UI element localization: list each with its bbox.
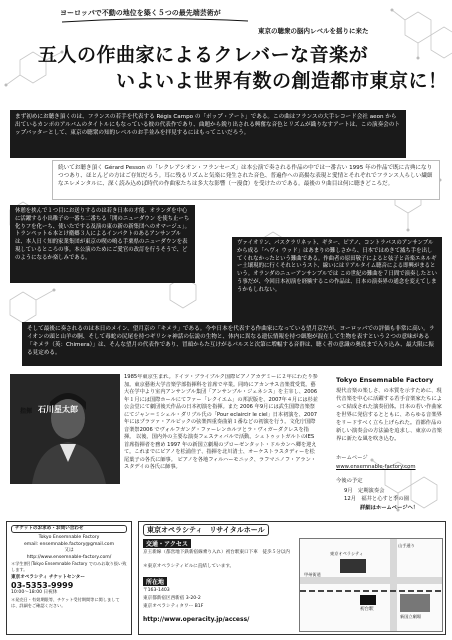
program-box-harada [232,237,442,325]
venue-map [299,538,443,632]
tickets-phone: 03-5353-9999 [11,581,74,591]
tickets-panel [6,521,132,635]
tickets-office-label: 東京オペラシティ チケットセンター [11,574,85,580]
access-text: 京王新線（都営地下鉄新宿線乗り入れ）初台駅東口下車 徒歩５分以内 [143,550,291,555]
headline-line-2: いよいよ世界有数の創造都市東京に！ [116,70,448,92]
tef-schedule-label: 今後の予定 [336,478,363,484]
tagline-swoosh [60,17,250,25]
conductor-photo [10,374,120,484]
venue-url[interactable]: http://www.operacity.jp/access/ [143,616,250,623]
tef-schedule-more: 詳細はホームページへ！ [360,505,419,511]
map-label-theatre: 新国立劇場 [400,614,421,619]
address-postal: 〒163-1403 [143,588,170,593]
address-line-1: 東京都新宿区西新宿 3-20-2 [143,596,201,601]
map-label-road: 甲州街道 [304,572,321,577]
tickets-url[interactable]: http://www.ensemnable-factory.com/ [26,554,112,560]
program-box-mochizuki [22,322,442,366]
map-label-yamate: 山手通り [398,543,415,548]
tef-homepage-link[interactable]: www.ensemnable-factory.com [336,464,416,470]
program-box-pesson [52,160,440,200]
tef-schedule-1: 9月 定期演奏会 [344,488,385,494]
tef-title: Tokyo Ensemnable Factory [336,376,434,384]
tagline-left: ヨーロッパで不動の地位を築く５つの最先端芸術が [60,9,221,17]
program-text-mochizuki: そして最後に奏されるのは本日のメイン、望月京の「キメラ」である。今や日本を代表する作曲家になっている望月京だが、ヨーロッパでの評価も非常に高い。ライオンの頭と山羊の胴、そして毒蛇の尻尾を持つギリシャ神話の伝説の生物と、体内に異なる遺伝情報を持つ細胞が混在して生物を表すという２つの意味がある「キメラ（英：Chimera）」は、そんな望月の代表作であり、冒頭からた互けがるパルスと次第に増幅する音群は、聴く者の意識の奥底まで入り込み、最大限に振る見定める。 [27,326,435,357]
program-text-harada: ヴァイオリン、パスクラリネット、ギター、ピアノ、コントラバスのアンサンブルから成る「ヘヴィ ウッド」はあまりの難しさから、日本ではめきて滅ち手を出してくれなかったという難曲である。作曲者の原田敬子によると弦子と音楽エネルギー土壌現的に行くそれというスト、線いにはリアルタイム聴音による即興がまるという。オランダのニューアンサンブルでは この世紀の難曲を７日間で演奏したという事だが、今回日本初演を経験するこの作品は、日本の演奏界の通念を変えてしまうかもしれない。 [237,240,437,293]
map-label-station: 初台駅 [360,607,374,612]
venue-name: 東京オペラシティ リサイタルホール [143,524,269,536]
address-label: 所在地 [143,577,167,586]
conductor-role: 指揮 [20,408,33,415]
venue-panel [138,521,446,635]
tef-schedule-2: 12月 福井と心すと季の園 [344,496,410,502]
program-text-pesson: 続いてお聴き頂く Gérard Pesson の「レクレアシオン・フランセーズ」は本公演で奏される作品の中では一番古い 1995 年の作品で既に古典になりつつあり、ほとんどの方はご存知だろう。耳に残るリズムと気楽に発生された音色、普遍作への高揚な表現と愛情とそれぞれでフランス人らしい繊細なエレメンタルに、深く読み込めば時代の作曲家たちは多大な影響（一漫食）を受けたのである。最後の９曲目は何に聴きどころだ。 [58,165,433,188]
tickets-or: 又は [64,548,74,554]
tickets-email[interactable]: email: ensemnable.factory@gmail.com [23,541,115,547]
tef-homepage-label: ホームページ [336,455,368,461]
conductor-portrait-image [10,374,120,484]
program-box-campo [10,110,406,158]
address-line-2: 東京オペラシティタワー B1F [143,604,204,609]
conductor-name-overlay: 石川星太郎 [38,405,78,414]
access-note: ＊東京オペラシティビルに直結しています。 [143,564,235,569]
map-label-operacity: 東京オペラシティ [330,551,364,556]
tickets-title: チケットのお求め・お問い合わせ [11,525,127,533]
headline-line-1: 五人の作曲家によるクレバーな音楽が [38,44,369,66]
program-box-koide [10,205,195,283]
tickets-hours: 10:00〜18:00 日祝休 [11,590,58,596]
program-text-koide: 休憩を挟んで１つ目にお送りするのは若き日本の才能、オランダを中心に活躍する小出稚子の一番ち二番ちる「開のニューダウン を使ち止ーち化りフを化ーち、使いたでする及演の東の新の新集団へのオマージュ」。トランペット６本とけ衛郷３人によるインパクトのあるアンサンブルは、本人日く知的家業集団が東京の喫の鳴る手栗県のニューダウンを表現しているところの事。本公演のためにご愛官の改訂を行うそうで、どのようになるか楽しみである。 [15,208,190,261]
program-text-campo: まず初めにお聴き頂くのは、フランスの若手を代表する Régis Campo の「ポップ・アート」である。この曲はフランスの大手レコード会社 aeon から出ているカンポのアルバムのタイトルにもなっている彼の代表作であり、曲題から鋭り出される興奮な音色とリズムが織りなすアートは、この演奏会のトップバッターとして、東京の聴衆の知的レベルのお手並みを拝見するにはもってこいだろう。 [15,114,400,137]
tagline-right: 東京の聴衆の脳内レベルを揺りに来た [258,27,369,35]
tickets-org: Tokyo Ensemnable Factory [38,535,100,541]
conductor-bio: 1985年東京生まれ。ドイツ・ブライブルク国際ピアノアカデミーに２年にわたり参加。東京藝術大学音楽学部指揮科を首席で卒業。同時にアカンサス音楽賞受賞。藝大在学中より室内アンサンブル集団「アンサンブル・ジェネシス」を主宰し、2006 年１月には国際ホールにてファー「レクイエム」の邦訳版を、2007年４月には杉並公会堂にて劇団後天作品の日本初演を指揮。また 2006 年9月には武生国際音楽祭にてジャン＝ミシェル・ダリブル氏の「Pour eclaircir le ciel」日本初演を、2007年にはプラツァ・アルビックの弦楽四重奏曲第１番などの初演を行う。文化庁国際音楽祭2006 でヴォルフガング・ファーレンホルツとラ・ヴィガーダクレスを指揮。 以後、国内外の主要な演奏フェスティバルで活動。シュトゥットガルトのIES首席指揮者を務め 1997 年の新国立劇場のプローゼンタット・ドルカンヘ卿を迎えて。これまでにピアノを松浦佳子、指揮を北川清士、オーケストラスタディーを松尾葉子の各氏に師事。 ピアノを各地フィルハーモニック、ラフマニノフ・アラン・スタデイの各氏に師事。 [124,374,318,471]
tickets-note2: ＊発売日・有効期限等、チケット受付期間等に関しましては、詳細をご確認ください。 [11,596,120,608]
tickets-note: ＊学生割引Tokyo Ensemnable Factory でのみお取り扱い致します。 [11,561,127,572]
access-label: 交通・アクセス [143,539,191,548]
tef-description: 現代音楽の楽しさ、の本質を示すために、現代音楽を中心に活躍する若手音楽家たちによって結成された演奏団体。日本の若い作曲家を世界に発信するとともに、あらゆる音楽界をリードすべく立ち上げられた。首都作品の新しい演奏会の方法論を追求し、東京の音楽界に新たな風を吹き込む。 [336,388,442,442]
